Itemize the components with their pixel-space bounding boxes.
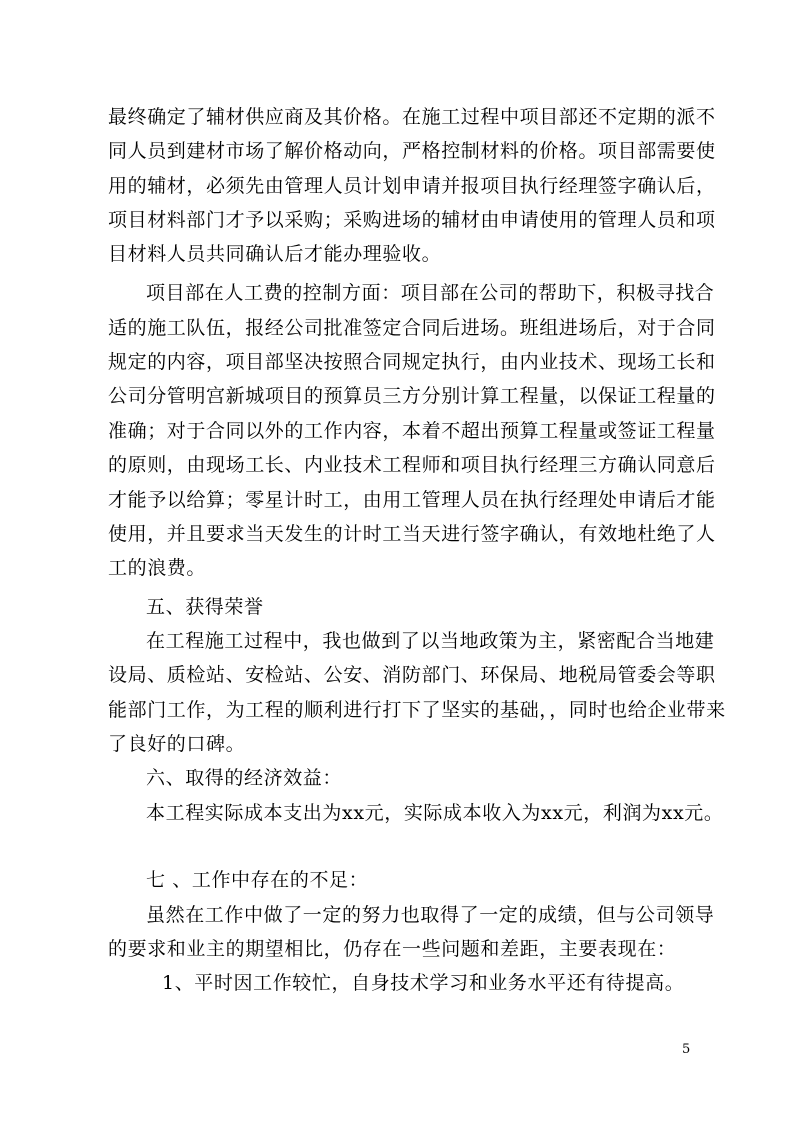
paragraph-line: 虽然在工作中做了一定的努力也取得了一定的成绩，但与公司领导: [146, 904, 715, 926]
paragraph-line: 用的辅材，必须先由管理人员计划申请并报项目执行经理签字确认后，: [108, 175, 716, 197]
paragraph-line: 工的浪费。: [108, 557, 207, 579]
page-number: 5: [682, 1042, 691, 1057]
paragraph-line: 的原则，由现场工长、内业技术工程师和项目执行经理三方确认同意后: [108, 454, 716, 476]
paragraph-line: 项目材料部门才予以采购；采购进场的辅材由申请使用的管理人员和项: [108, 209, 716, 231]
paragraph-line: 最终确定了辅材供应商及其价格。在施工过程中项目部还不定期的派不: [108, 106, 716, 128]
list-item: 1、平时因工作较忙，自身技术学习和业务水平还有待提高。: [162, 972, 685, 994]
paragraph-line: 准确；对于合同以外的工作内容，本着不超出预算工程量或签证工程量: [108, 420, 716, 442]
paragraph-line: 才能予以给算；零星计时工，由用工管理人员在执行经理处申请后才能: [108, 489, 716, 511]
paragraph-line: 目材料人员共同确认后才能办理验收。: [108, 243, 442, 265]
section-heading: 七 、工作中存在的不足：: [146, 869, 369, 891]
section-heading: 六、取得的经济效益：: [146, 767, 343, 789]
paragraph-line: 使用，并且要求当天发生的计时工当天进行签字确认，有效地杜绝了人: [108, 523, 716, 545]
paragraph-line: 能部门工作，为工程的顺利进行打下了坚实的基础，，同时也给企业带来: [108, 699, 726, 721]
paragraph-line: 的要求和业主的期望相比，仍存在一些问题和差距，主要表现在：: [108, 938, 677, 960]
section-heading: 五、获得荣誉: [146, 596, 264, 618]
paragraph-line: 项目部在人工费的控制方面：项目部在公司的帮助下，积极寻找合: [146, 282, 715, 304]
paragraph-line: 本工程实际成本支出为xx元，实际成本收入为xx元，利润为xx元。: [146, 802, 724, 824]
paragraph-line: 同人员到建材市场了解价格动向，严格控制材料的价格。项目部需要使: [108, 140, 716, 162]
paragraph-line: 了良好的口碑。: [108, 733, 246, 755]
paragraph-line: 公司分管明宫新城项目的预算员三方分别计算工程量，以保证工程量的: [108, 385, 716, 407]
paragraph-line: 规定的内容，项目部坚决按照合同规定执行，由内业技术、现场工长和: [108, 351, 716, 373]
paragraph-line: 适的施工队伍，报经公司批准签定合同后进场。班组进场后，对于合同: [108, 317, 716, 339]
paragraph-line: 设局、质检站、安检站、公安、消防部门、环保局、地税局管委会等职: [108, 664, 716, 686]
paragraph-line: 在工程施工过程中，我也做到了以当地政策为主，紧密配合当地建: [146, 630, 715, 652]
